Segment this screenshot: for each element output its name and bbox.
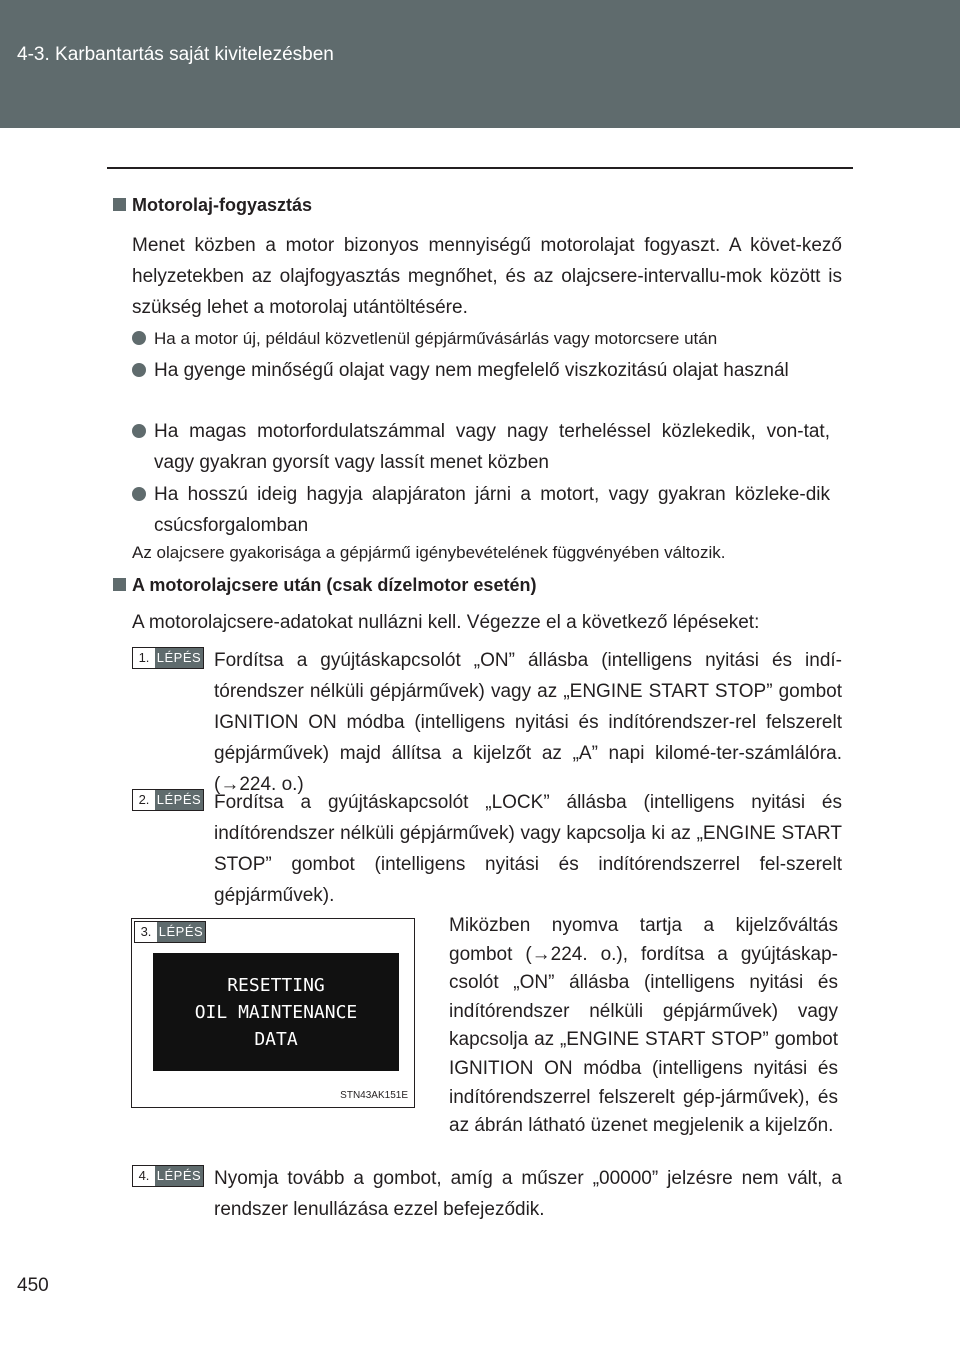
display-figure xyxy=(131,918,415,1108)
step-number: 2. xyxy=(138,792,150,807)
bullet-text: Ha a motor új, például közvetlenül gépjárművásárlás vagy motorcsere után xyxy=(154,329,718,348)
bullet-text: Ha hosszú ideig hagyja alapjáraton járni a motort, vagy gyakran közleke-dik csúcsforgalomban xyxy=(154,484,830,536)
step-badge-1 xyxy=(132,647,204,669)
bullet-text: Ha magas motorfordulatszámmal vagy nagy terheléssel közlekedik, von-tat, vagy gyakran gyorsít vagy lassít menet közben xyxy=(154,421,830,473)
section-title-oil-consumption xyxy=(113,195,312,216)
display-line: RESETTING xyxy=(227,975,325,996)
step-label: LÉPÉS xyxy=(155,790,203,810)
section1-note: Az olajcsere gyakorisága a gépjármű igénybevételének függvényében változik. xyxy=(132,543,726,562)
step-number: 1. xyxy=(138,650,150,665)
section-title-text: Motorolaj-fogyasztás xyxy=(132,195,313,215)
bullet-dot-icon xyxy=(132,487,146,501)
page-number: 450 xyxy=(17,1275,49,1296)
bullet-text: Ha gyenge minőségű olajat vagy nem megfelelő viszkozitású olajat használ xyxy=(154,360,789,381)
step-label: LÉPÉS xyxy=(157,922,205,942)
figure-code: STN43AK151E xyxy=(340,1090,408,1101)
multi-info-display xyxy=(153,953,399,1071)
header-title: 4-3. Karbantartás saját kivitelezésben xyxy=(17,44,334,65)
section2-intro: A motorolajcsere-adatokat nullázni kell. Végezze el a következő lépéseket: xyxy=(132,612,760,633)
step-text-1: Fordítsa a gyújtáskapcsolót „ON” állásba (intelligens nyitási és indí-tórendszer nélküli gépjárművek) vagy az „ENGINE START STOP” gombot IGNITION ON módba (intelligens nyitási és indítórendszer-rel felszerelt gépjárművek) majd állítsa a kijelzőt az „A” napi kilomé-ter-számlálóra. (→224. o.) xyxy=(214,650,842,795)
step-text-3: Miközben nyomva tartja a kijelzőváltás gombot (→224. o.), fordítsa a gyújtáskap-csolót „ON” állásba (intelligens nyitási és indítórendszer nélküli gépjárművek) vagy kapcsolja az „ENGINE START STOP” gombot IGNITION ON módba (intelligens nyitási és indítórendszerrel felszerelt gép-járművek), és az ábrán látható üzenet megjelenik a kijelzőn. xyxy=(449,915,838,1137)
bullet-dot-icon xyxy=(132,424,146,438)
bullet-item xyxy=(132,416,830,478)
section1-intro: Menet közben a motor bizonyos mennyiségű motorolajat fogyaszt. A követ-kező helyzetekben az olajfogyasztás megnőhet, és az olajcsere-intervallu-mok között is szükség lehet a motorolaj utántöltésére. xyxy=(132,235,842,318)
step-badge-4 xyxy=(132,1165,204,1187)
display-line: OIL MAINTENANCE xyxy=(194,1002,358,1023)
step-badge-2 xyxy=(132,789,204,811)
bullet-dot-icon xyxy=(132,331,146,345)
section-title-after-oil-change xyxy=(113,575,536,596)
section-square-icon xyxy=(113,198,126,211)
step-label: LÉPÉS xyxy=(155,1166,203,1186)
step-text-4: Nyomja tovább a gombot, amíg a műszer „00000” jelzésre nem vált, a rendszer lenullázása ezzel befejeződik. xyxy=(214,1168,842,1220)
bullet-item xyxy=(132,355,830,386)
step-label: LÉPÉS xyxy=(155,648,203,668)
section-square-icon xyxy=(113,578,126,591)
step-number: 3. xyxy=(140,924,152,939)
step-badge-3 xyxy=(134,921,206,943)
step-text-2: Fordítsa a gyújtáskapcsolót „LOCK” állásba (intelligens nyitási és indítórendszer nélküli gépjárművek) vagy kapcsolja ki az „ENGINE START STOP” gombot (intelligens nyitási és indítórendszerrel fel-szerelt gépjárművek). xyxy=(214,792,842,906)
section-title-text: A motorolajcsere után (csak dízelmotor esetén) xyxy=(132,575,537,595)
bullet-dot-icon xyxy=(132,363,146,377)
bullet-item xyxy=(132,479,830,541)
step-number: 4. xyxy=(138,1168,150,1183)
header-rule xyxy=(107,167,853,169)
display-line: DATA xyxy=(254,1029,298,1050)
page-header xyxy=(0,0,960,128)
bullet-item xyxy=(132,323,830,354)
